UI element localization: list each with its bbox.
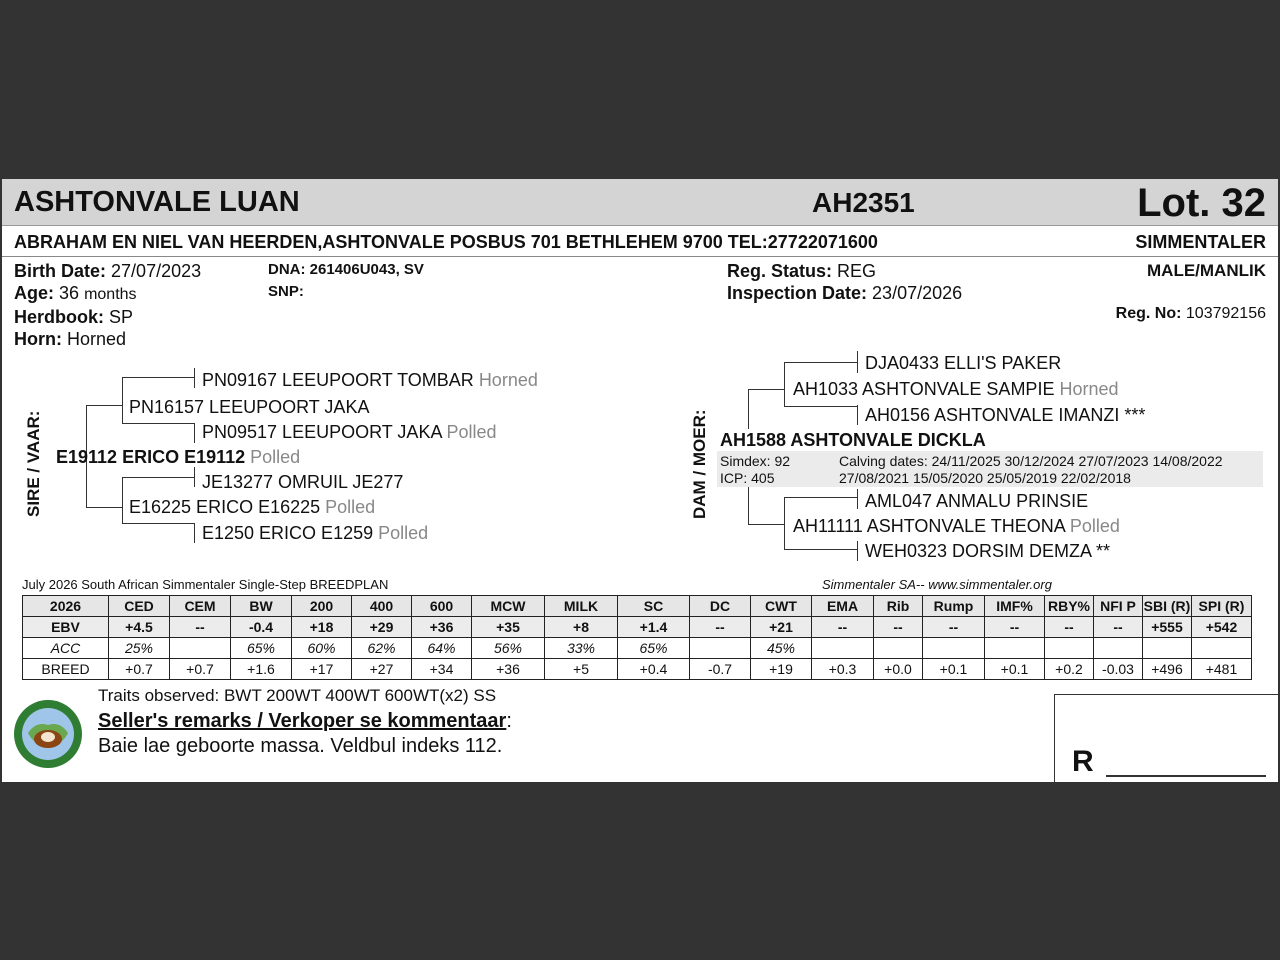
ebv-header-cell: Rib	[874, 596, 923, 617]
ebv-header-cell: IMF%	[985, 596, 1045, 617]
ebv-cell: +35	[472, 617, 545, 638]
ebv-cell	[874, 638, 923, 659]
ebv-cell: -0.7	[690, 659, 751, 680]
ebv-cell	[985, 638, 1045, 659]
price-label: R	[1072, 745, 1094, 778]
ebv-cell: --	[170, 617, 231, 638]
ebv-cell: BREED	[23, 659, 109, 680]
sire-sire-sire: PN09167 LEEUPOORT TOMBAR Horned	[202, 370, 538, 390]
dam-dam-sire: AML047 ANMALU PRINSIE	[865, 491, 1089, 511]
ebv-cell: 25%	[109, 638, 170, 659]
ebv-cell	[1192, 638, 1252, 659]
dam-sire-dam: AH0156 ASHTONVALE IMANZI ***	[865, 405, 1146, 425]
dam-side-label: DAM / MOER:	[690, 409, 709, 519]
ebv-cell: +0.1	[985, 659, 1045, 680]
ebv-cell: +4.5	[109, 617, 170, 638]
ebv-cell: +1.4	[618, 617, 690, 638]
ebv-cell: --	[690, 617, 751, 638]
ebv-header-row	[23, 596, 1252, 617]
sire-dam-sire: JE13277 OMRUIL JE277	[202, 472, 404, 492]
ebv-cell: EBV	[23, 617, 109, 638]
ebv-cell: +542	[1192, 617, 1252, 638]
dna-info: DNA: 261406U043, SV	[268, 261, 424, 278]
ebv-cell: +0.7	[170, 659, 231, 680]
age: Age: 36 months	[14, 283, 137, 303]
ebv-header-cell: DC	[690, 596, 751, 617]
ebv-cell: +555	[1143, 617, 1192, 638]
ebv-cell: +8	[545, 617, 618, 638]
ebv-cell: +0.7	[109, 659, 170, 680]
ebv-cell: -0.03	[1094, 659, 1143, 680]
ebv-header-cell: NFI P	[1094, 596, 1143, 617]
simmentaler-logo	[12, 699, 84, 769]
ebv-header-cell: CED	[109, 596, 170, 617]
ebv-cell: +19	[751, 659, 812, 680]
ebv-cell: 33%	[545, 638, 618, 659]
sire-name: E19112 ERICO E19112 Polled	[56, 447, 301, 467]
sire-dam: E16225 ERICO E16225 Polled	[129, 497, 376, 517]
ebv-cell: -0.4	[231, 617, 292, 638]
ebv-cell: --	[812, 617, 874, 638]
ebv-row-acc	[23, 638, 1252, 659]
ebv-cell: ACC	[23, 638, 109, 659]
price-line	[1106, 775, 1266, 777]
ebv-cell: --	[923, 617, 985, 638]
ebv-cell: +496	[1143, 659, 1192, 680]
ebv-header-cell: CEM	[170, 596, 231, 617]
animal-name: ASHTONVALE LUAN	[14, 186, 300, 218]
dam-dam: AH11111 ASHTONVALE THEONA Polled	[793, 516, 1120, 536]
ebv-table	[22, 595, 1252, 680]
herdbook: Herdbook: SP	[14, 307, 134, 327]
ebv-cell: 62%	[352, 638, 412, 659]
reg-status: Reg. Status: REG	[727, 261, 877, 281]
info-left	[14, 260, 201, 350]
ebv-cell	[170, 638, 231, 659]
ebv-cell: +29	[352, 617, 412, 638]
simdex: Simdex: 92	[720, 453, 791, 469]
ebv-cell: +21	[751, 617, 812, 638]
ebv-header-cell: Rump	[923, 596, 985, 617]
calving-dates-1: Calving dates: 24/11/2025 30/12/2024 27/07/2023 14/08/2022	[839, 453, 1223, 469]
ebv-cell: 60%	[292, 638, 352, 659]
ebv-cell: 56%	[472, 638, 545, 659]
ebv-row-breed	[23, 659, 1252, 680]
info-right	[727, 260, 962, 304]
ebv-header-cell: RBY%	[1045, 596, 1094, 617]
inspection-date: Inspection Date: 23/07/2026	[727, 283, 963, 303]
ebv-cell: 64%	[412, 638, 472, 659]
seller-remarks: Baie lae geboorte massa. Veldbul indeks 112.	[98, 735, 503, 757]
dam-sire-sire: DJA0433 ELLI'S PAKER	[865, 353, 1062, 373]
breed-label: SIMMENTALER	[1135, 232, 1266, 252]
sire-sire-dam: PN09517 LEEUPOORT JAKA Polled	[202, 422, 497, 442]
ebv-cell: +18	[292, 617, 352, 638]
remarks-heading: Seller's remarks / Verkoper se kommentaar:	[98, 710, 512, 732]
ebv-cell: +27	[352, 659, 412, 680]
ebv-cell: +0.1	[923, 659, 985, 680]
sire-side-label: SIRE / VAAR:	[24, 410, 43, 517]
ebv-cell	[1094, 638, 1143, 659]
ebv-header-cell: 600	[412, 596, 472, 617]
snp-info: SNP:	[268, 283, 304, 300]
ebv-cell: --	[1045, 617, 1094, 638]
ebv-cell: +0.0	[874, 659, 923, 680]
ebv-header-cell: MCW	[472, 596, 545, 617]
icp: ICP: 405	[720, 470, 775, 486]
calving-dates-2: 27/08/2021 15/05/2020 25/05/2019 22/02/2018	[839, 470, 1131, 486]
ebv-cell: +0.3	[812, 659, 874, 680]
ebv-cell	[1045, 638, 1094, 659]
ebv-cell	[812, 638, 874, 659]
sire-dam-dam: E1250 ERICO E1259 Polled	[202, 523, 429, 543]
ebv-header-cell: EMA	[812, 596, 874, 617]
ebv-cell: --	[874, 617, 923, 638]
lot-number: Lot. 32	[1137, 181, 1266, 225]
ebv-cell: 65%	[618, 638, 690, 659]
ebv-cell: +0.2	[1045, 659, 1094, 680]
ebv-header-cell: 2026	[23, 596, 109, 617]
ebv-cell: +36	[472, 659, 545, 680]
ebv-header-cell: 400	[352, 596, 412, 617]
dam-sire: AH1033 ASHTONVALE SAMPIE Horned	[793, 379, 1119, 399]
ebv-header-cell: CWT	[751, 596, 812, 617]
ebv-cell: 45%	[751, 638, 812, 659]
ebv-cell: +481	[1192, 659, 1252, 680]
breedplan-title: July 2026 South African Simmentaler Single-Step BREEDPLAN	[22, 577, 389, 592]
reg-number: Reg. No: 103792156	[1115, 305, 1266, 322]
dam-name: AH1588 ASHTONVALE DICKLA	[720, 430, 986, 450]
ebv-header-cell: MILK	[545, 596, 618, 617]
ebv-cell: --	[985, 617, 1045, 638]
ebv-header-cell: SC	[618, 596, 690, 617]
ebv-header-cell: BW	[231, 596, 292, 617]
sex-label: MALE/MANLIK	[1147, 261, 1266, 280]
traits-observed: Traits observed: BWT 200WT 400WT 600WT(x2) SS	[98, 686, 497, 705]
ebv-cell	[690, 638, 751, 659]
ebv-header-cell: SBI (R)	[1143, 596, 1192, 617]
ebv-cell: +5	[545, 659, 618, 680]
ebv-header-cell: SPI (R)	[1192, 596, 1252, 617]
sire-sire: PN16157 LEEUPOORT JAKA	[129, 397, 370, 417]
horn: Horn: Horned	[14, 329, 127, 349]
birth-date: Birth Date: 27/07/2023	[14, 261, 202, 281]
ebv-row-ebvrow	[23, 617, 1252, 638]
ebv-cell: 65%	[231, 638, 292, 659]
ebv-cell	[1143, 638, 1192, 659]
ebv-cell: +17	[292, 659, 352, 680]
ebv-cell	[923, 638, 985, 659]
registration-code: AH2351	[812, 187, 915, 218]
ebv-cell: +34	[412, 659, 472, 680]
lot-card	[2, 179, 1278, 782]
ebv-cell: +1.6	[231, 659, 292, 680]
owner-address: ABRAHAM EN NIEL VAN HEERDEN,ASHTONVALE POSBUS 701 BETHLEHEM 9700 TEL:27722071600	[14, 232, 878, 252]
ebv-cell: +36	[412, 617, 472, 638]
ebv-header-cell: 200	[292, 596, 352, 617]
dam-dam-dam: WEH0323 DORSIM DEMZA **	[865, 541, 1111, 561]
ebv-cell: +0.4	[618, 659, 690, 680]
breedplan-source: Simmentaler SA-- www.simmentaler.org	[822, 577, 1052, 592]
ebv-cell: --	[1094, 617, 1143, 638]
